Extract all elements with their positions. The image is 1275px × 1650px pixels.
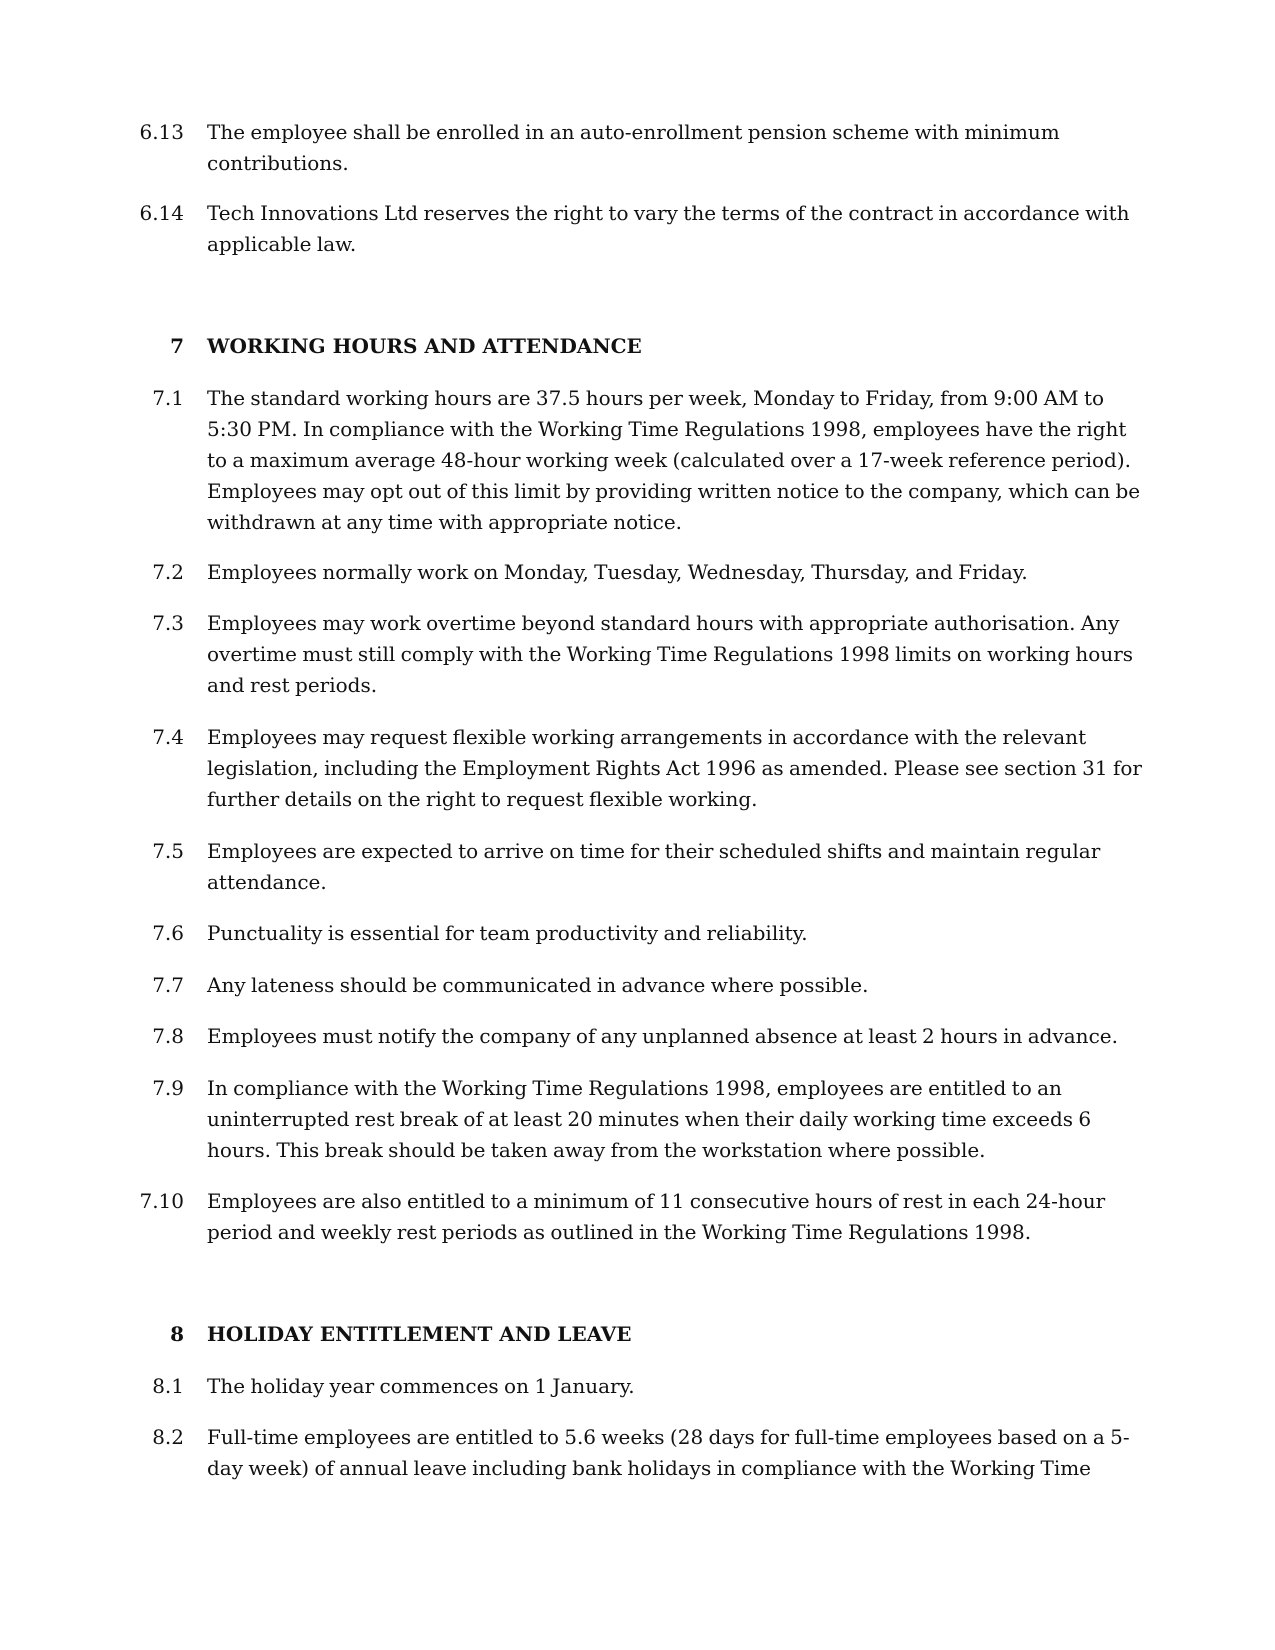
- clause-number: 8.1: [152, 1374, 184, 1398]
- clause-text: Employees may work overtime beyond standard hours with appropriate authorisation. Any overtime must still comply with the Working Time Regulations 1998 limits on working hours and rest periods.: [207, 611, 1134, 697]
- section-number: 8: [170, 1322, 184, 1346]
- clause-number: 7.6: [152, 921, 184, 945]
- clause-number: 7.4: [152, 725, 184, 749]
- clause-number: 7.3: [152, 611, 184, 635]
- clause-number: 7.9: [152, 1076, 184, 1100]
- clause-number: 7.7: [152, 973, 184, 997]
- clause-text: Punctuality is essential for team productivity and reliability.: [207, 921, 808, 945]
- section-number: 7: [170, 334, 184, 358]
- clause-number: 7.1: [152, 386, 184, 410]
- clause-text: In compliance with the Working Time Regulations 1998, employees are entitled to an uninterrupted rest break of at least 20 minutes when their daily working time exceeds 6 hours. This break should be taken away from the workstation where possible.: [207, 1076, 1092, 1162]
- clause-number: 6.14: [139, 201, 184, 225]
- clause-number: 7.5: [152, 839, 184, 863]
- clause-text: The employee shall be enrolled in an auto-enrollment pension scheme with minimum contributions.: [207, 120, 1060, 175]
- clause-text: Any lateness should be communicated in advance where possible.: [207, 973, 869, 997]
- clause-text: Employees are expected to arrive on time for their scheduled shifts and maintain regular attendance.: [207, 839, 1101, 894]
- section-title: WORKING HOURS AND ATTENDANCE: [207, 334, 642, 358]
- clause-number: 7.2: [152, 560, 184, 584]
- clause-number: 6.13: [139, 120, 184, 144]
- clause-number: 8.2: [152, 1425, 184, 1449]
- clause-text: Employees must notify the company of any unplanned absence at least 2 hours in advance.: [207, 1024, 1118, 1048]
- clause-text: Tech Innovations Ltd reserves the right to vary the terms of the contract in accordance with applicable law.: [207, 201, 1130, 256]
- clause-text: Employees normally work on Monday, Tuesday, Wednesday, Thursday, and Friday.: [207, 560, 1028, 584]
- clause-text: Employees are also entitled to a minimum of 11 consecutive hours of rest in each 24-hour period and weekly rest periods as outlined in the Working Time Regulations 1998.: [207, 1189, 1106, 1244]
- clause-number: 7.10: [139, 1189, 184, 1213]
- clause-text: Full-time employees are entitled to 5.6 weeks (28 days for full-time employees based on a 5-day week) of annual leave including bank holidays in compliance with the Working Time: [207, 1425, 1130, 1480]
- clause-text: Employees may request flexible working arrangements in accordance with the relevant legislation, including the Employment Rights Act 1996 as amended. Please see section 31 for further details on the right to request flexible working.: [207, 725, 1142, 811]
- section-title: HOLIDAY ENTITLEMENT AND LEAVE: [207, 1322, 632, 1346]
- clause-number: 7.8: [152, 1024, 184, 1048]
- clause-text: The holiday year commences on 1 January.: [207, 1374, 635, 1398]
- clause-text: The standard working hours are 37.5 hours per week, Monday to Friday, from 9:00 AM to 5:30 PM. In compliance with the Working Time Regulations 1998, employees have the right to a maximum average 48-hour working week (calculated over a 17-week reference period). Employees may opt out of this limit by providing written notice to the company, which can be withdrawn at any time with appropriate notice.: [207, 386, 1141, 534]
